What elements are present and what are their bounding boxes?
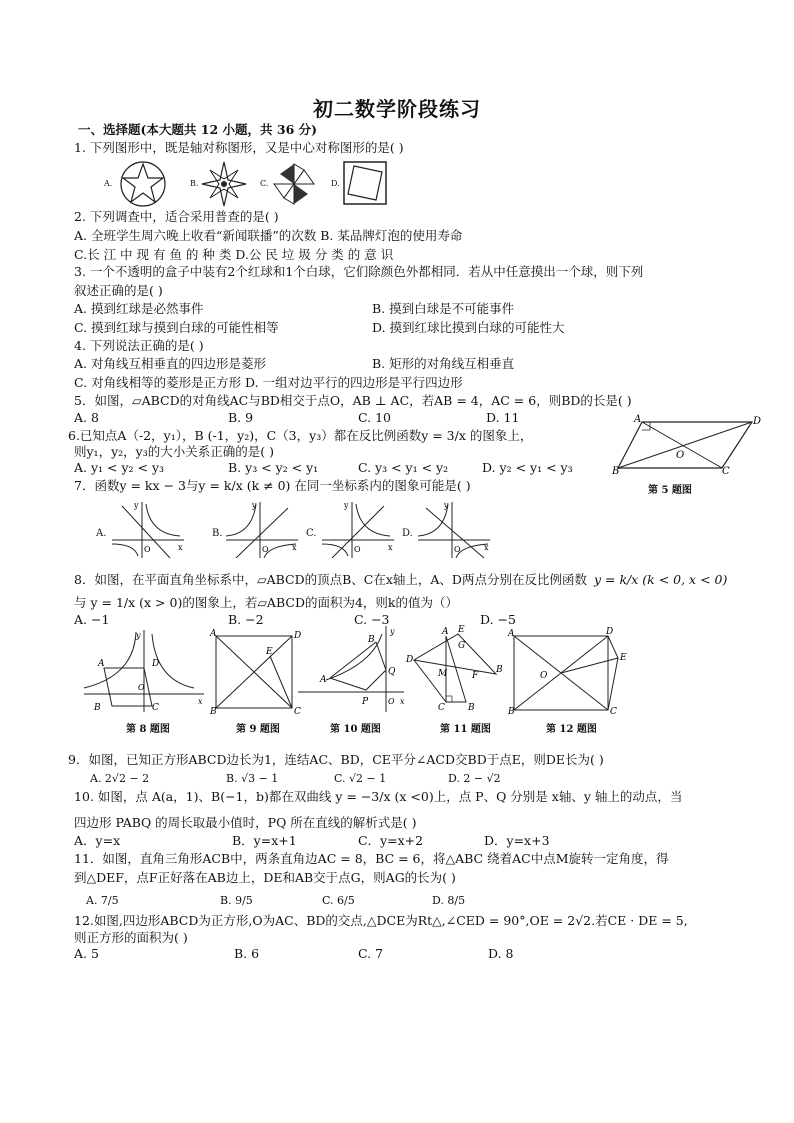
section-heading: 一、选择题(本大题共 12 小题，共 36 分) (78, 122, 318, 137)
fig11-caption: 第 11 题图 (440, 724, 491, 735)
q5-option-c: C. 10 (358, 410, 391, 425)
fig8-graph (82, 628, 208, 714)
q5-option-b: B. 9 (228, 410, 254, 425)
q7-graph-d (414, 500, 494, 562)
svg-text:B: B (468, 703, 475, 713)
q9-option-b: B. √3 − 1 (226, 772, 279, 785)
svg-text:x: x (400, 697, 405, 706)
svg-text:x: x (292, 543, 297, 552)
q7-stem: 7．函数y = kx − 3与y = k/x (k ≠ 0) 在同一坐标系内的图象可能是( ) (74, 478, 471, 493)
q3-stem-cont: 叙述正确的是( ) (74, 283, 163, 298)
svg-text:D: D (406, 655, 414, 665)
q7-label-c: C. (306, 528, 317, 539)
q6-stem-cont: 则y₁，y₂，y₃的大小关系正确的是( ) (74, 444, 274, 459)
q11-option-b: B. 9/5 (220, 894, 253, 907)
q1-label-d: D. (331, 179, 340, 188)
svg-text:A: A (442, 627, 449, 637)
q12-stem-cont: 则正方形的面积为( ) (74, 930, 188, 945)
svg-text:B: B (612, 466, 620, 477)
q11-stem-cont: 到△DEF，点F正好落在AB边上，DE和AB交于点G，则AG的长为( ) (74, 870, 456, 885)
svg-text:E: E (458, 625, 465, 635)
q1-figure-a (115, 160, 171, 208)
q10-option-a: A．y=x (74, 833, 121, 848)
q10-option-d: D．y=x+3 (484, 833, 550, 848)
q4-stem: 4. 下列说法正确的是( ) (74, 338, 204, 353)
svg-text:E: E (620, 653, 627, 663)
q1-label-c: C. (260, 179, 269, 188)
svg-text:B: B (508, 707, 515, 717)
svg-text:O: O (138, 683, 145, 692)
q8-option-a: A. −1 (74, 612, 110, 627)
svg-text:O: O (388, 697, 395, 706)
svg-text:A: A (210, 629, 217, 639)
q12-option-a: A. 5 (74, 946, 99, 961)
svg-text:x: x (178, 543, 183, 552)
svg-text:A: A (508, 629, 515, 639)
q5-caption: 第 5 题图 (648, 485, 692, 496)
svg-text:A: A (634, 414, 642, 425)
svg-text:O: O (454, 545, 461, 554)
page-title: 初二数学阶段练习 (313, 97, 481, 121)
q9-option-c: C. √2 − 1 (334, 772, 387, 785)
q3-stem: 3. 一个不透明的盒子中装有2个红球和1个白球，它们除颜色外都相同．若从中任意摸出一个球，则下列 (74, 264, 644, 279)
svg-text:y: y (134, 501, 139, 510)
svg-text:O: O (676, 450, 685, 461)
svg-text:y: y (390, 627, 395, 636)
q3-option-b: B. 摸到白球是不可能事件 (372, 301, 515, 316)
q6-stem: 6.已知点A（-2，y₁），B (-1，y₂)，C（3，y₃）都在反比例函数y = 3/x 的图象上， (68, 428, 533, 443)
q8-option-d: D. −5 (480, 612, 516, 627)
svg-text:B: B (496, 665, 503, 675)
q1-figure-c (270, 160, 318, 208)
q8-stem: 8．如图，在平面直角坐标系中，▱ABCD的顶点B、C在x轴上，A、D两点分别在反比例函数 (74, 572, 587, 587)
q3-option-d: D. 摸到红球比摸到白球的可能性大 (372, 320, 565, 335)
fig10-graph (296, 624, 406, 714)
q5-stem: 5．如图，▱ABCD的对角线AC与BD相交于点O，AB ⊥ AC，若AB = 4，AC = 6，则BD的长是( ) (74, 393, 632, 408)
fig11-triangle (402, 624, 508, 714)
q3-option-c: C. 摸到红球与摸到白球的可能性相等 (74, 320, 279, 335)
q10-stem-cont: 四边形 PABQ 的周长取最小值时，PQ 所在直线的解析式是( ) (74, 815, 417, 830)
fig9-caption: 第 9 题图 (236, 724, 280, 735)
svg-text:B: B (368, 635, 375, 645)
q6-option-c: C. y₃ < y₁ < y₂ (358, 460, 449, 475)
q10-stem: 10. 如图，点 A(a，1)、B(−1，b)都在双曲线 y = −3/x (x <0)上，点 P、Q 分别是 x轴、y 轴上的动点，当 (74, 789, 683, 804)
q8-stem-cont: 与 y = 1/x (x > 0)的图象上，若▱ABCD的面积为4，则k的值为（） (74, 595, 458, 610)
q8-function: y = k/x (k < 0, x < 0) (594, 572, 728, 587)
q1-stem: 1. 下列图形中，既是轴对称图形，又是中心对称图形的是( ) (74, 140, 404, 155)
q11-option-d: D. 8/5 (432, 894, 466, 907)
q2-options-line1: A. 全班学生周六晚上收看“新闻联播”的次数 B. 某品牌灯泡的使用寿命 (74, 228, 463, 243)
svg-text:y: y (252, 501, 257, 510)
fig8-caption: 第 8 题图 (126, 724, 170, 735)
q6-option-d: D. y₂ < y₁ < y₃ (482, 460, 573, 475)
svg-text:B: B (94, 703, 101, 713)
q12-option-b: B. 6 (234, 946, 260, 961)
q7-graph-b (222, 500, 302, 562)
svg-text:C: C (294, 707, 301, 717)
q7-label-d: D. (402, 528, 413, 539)
q9-stem: 9．如图，已知正方形ABCD边长为1，连结AC、BD，CE平分∠ACD交BD于点E，则DE长为( ) (68, 752, 604, 767)
q12-option-d: D. 8 (488, 946, 514, 961)
q1-label-a: A. (104, 179, 113, 188)
q5-option-d: D. 11 (486, 410, 520, 425)
svg-text:D: D (753, 416, 762, 427)
svg-text:y: y (444, 501, 449, 510)
svg-text:O: O (354, 545, 361, 554)
q9-option-a: A. 2√2 − 2 (90, 772, 150, 785)
q4-options-cd: C. 对角线相等的菱形是正方形 D. 一组对边平行的四边形是平行四边形 (74, 375, 463, 390)
svg-text:x: x (388, 543, 393, 552)
q5-option-a: A. 8 (74, 410, 99, 425)
svg-text:y: y (344, 501, 349, 510)
q8-option-b: B. −2 (228, 612, 264, 627)
q4-option-a: A. 对角线互相垂直的四边形是菱形 (74, 356, 266, 371)
q9-option-d: D. 2 − √2 (448, 772, 501, 785)
q12-option-c: C. 7 (358, 946, 384, 961)
svg-text:C: C (722, 466, 730, 477)
q10-option-c: C．y=x+2 (358, 833, 424, 848)
q12-stem: 12.如图,四边形ABCD为正方形,O为AC、BD的交点,△DCE为Rt△,∠CED = 90°,OE = 2√2.若CE · DE = 5, (74, 913, 688, 928)
svg-text:O: O (262, 545, 269, 554)
q1-figure-b (200, 160, 248, 208)
q11-option-a: A. 7/5 (86, 894, 119, 907)
svg-text:A: A (98, 659, 105, 669)
q11-stem: 11．如图，直角三角形ACB中，两条直角边AC = 8，BC = 6，将△ABC 绕着AC中点M旋转一定角度，得 (74, 851, 669, 866)
svg-text:C: C (152, 703, 159, 713)
svg-text:D: D (606, 627, 614, 637)
svg-text:x: x (198, 697, 203, 706)
q10-option-b: B．y=x+1 (232, 833, 297, 848)
fig9-square (208, 628, 302, 717)
svg-text:P: P (362, 697, 369, 707)
q7-label-b: B. (212, 528, 223, 539)
svg-text:O: O (144, 545, 151, 554)
q6-option-a: A. y₁ < y₂ < y₃ (74, 460, 165, 475)
q2-stem: 2. 下列调查中，适合采用普查的是( ) (74, 209, 279, 224)
q1-label-b: B. (190, 179, 199, 188)
q8-option-c: C. −3 (354, 612, 390, 627)
svg-text:G: G (458, 641, 466, 651)
fig12-caption: 第 12 题图 (546, 724, 597, 735)
svg-text:B: B (210, 707, 217, 717)
q7-graph-c (318, 500, 398, 562)
q7-graph-a (108, 500, 188, 562)
svg-text:F: F (472, 671, 479, 681)
svg-text:C: C (610, 707, 617, 717)
svg-text:C: C (438, 703, 445, 713)
q5-figure-parallelogram (612, 412, 764, 477)
svg-text:Q: Q (388, 667, 396, 677)
q3-option-a: A. 摸到红球是必然事件 (74, 301, 204, 316)
svg-text:D: D (152, 659, 160, 669)
svg-text:x: x (484, 543, 489, 552)
svg-text:y: y (136, 631, 141, 640)
svg-text:D: D (294, 631, 302, 641)
q4-option-b: B. 矩形的对角线互相垂直 (372, 356, 515, 371)
svg-text:M: M (438, 669, 448, 679)
q7-label-a: A. (96, 528, 107, 539)
q2-options-line2: C.长 江 中 现 有 鱼 的 种 类 D.公 民 垃 圾 分 类 的 意 识 (74, 247, 394, 262)
svg-text:E: E (266, 647, 273, 657)
q11-option-c: C. 6/5 (322, 894, 355, 907)
svg-text:O: O (540, 671, 548, 681)
fig12-square (506, 627, 632, 717)
fig10-caption: 第 10 题图 (330, 724, 381, 735)
q6-option-b: B. y₃ < y₂ < y₁ (228, 460, 319, 475)
svg-text:A: A (320, 675, 327, 685)
q1-figure-d (342, 160, 388, 206)
